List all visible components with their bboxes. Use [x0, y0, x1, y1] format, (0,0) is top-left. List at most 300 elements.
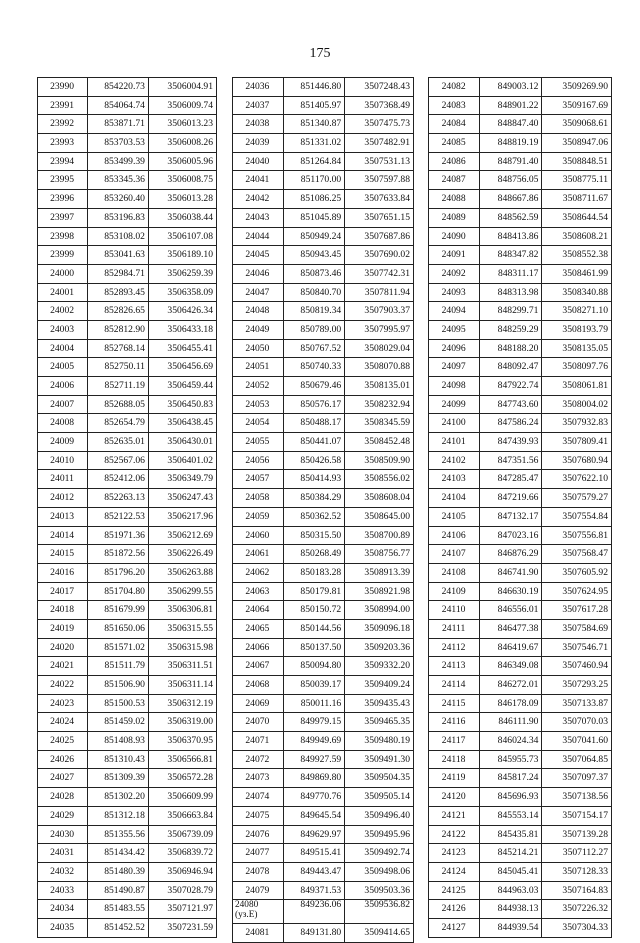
y-coordinate-cell: 3507809.41 — [542, 433, 612, 452]
x-coordinate-cell: 851971.36 — [88, 526, 149, 545]
x-coordinate-cell: 848791.40 — [480, 152, 542, 171]
y-coordinate-cell: 3507138.56 — [542, 788, 612, 807]
x-coordinate-cell: 845696.93 — [480, 788, 542, 807]
y-coordinate-cell: 3506217.96 — [148, 507, 216, 526]
y-coordinate-cell: 3506009.74 — [148, 96, 216, 115]
table-row — [233, 788, 414, 807]
table-row — [38, 918, 217, 937]
table-row — [38, 769, 217, 788]
y-coordinate-cell: 3509536.82 — [345, 900, 414, 924]
point-id-cell: 24012 — [38, 489, 88, 508]
y-coordinate-cell: 3506839.72 — [148, 844, 216, 863]
y-coordinate-cell: 3507231.59 — [148, 918, 216, 937]
y-coordinate-cell: 3507687.86 — [345, 227, 414, 246]
table-row — [38, 881, 217, 900]
y-coordinate-cell: 3506358.09 — [148, 283, 216, 302]
y-coordinate-cell: 3506426.34 — [148, 302, 216, 321]
x-coordinate-cell: 849629.97 — [283, 825, 345, 844]
x-coordinate-cell: 851340.87 — [283, 115, 345, 134]
point-id-cell: 24088 — [429, 190, 480, 209]
table-row — [38, 825, 217, 844]
point-id-cell: 24071 — [233, 732, 284, 751]
x-coordinate-cell: 844963.03 — [480, 881, 542, 900]
point-id-cell: 24006 — [38, 377, 88, 396]
y-coordinate-cell: 3506438.45 — [148, 414, 216, 433]
y-coordinate-cell: 3507112.27 — [542, 844, 612, 863]
table-row — [429, 844, 612, 863]
x-coordinate-cell: 850679.46 — [283, 377, 345, 396]
table-row — [429, 208, 612, 227]
point-id-cell: 24044 — [233, 227, 284, 246]
x-coordinate-cell: 851434.42 — [88, 844, 149, 863]
table-row — [38, 134, 217, 153]
point-id-cell: 24104 — [429, 489, 480, 508]
y-coordinate-cell: 3507128.33 — [542, 862, 612, 881]
point-id-cell: 24010 — [38, 451, 88, 470]
x-coordinate-cell: 847439.93 — [480, 433, 542, 452]
point-id-cell: 24096 — [429, 339, 480, 358]
x-coordinate-cell: 851500.53 — [88, 694, 149, 713]
point-id-cell: 24093 — [429, 283, 480, 302]
x-coordinate-cell: 851264.84 — [283, 152, 345, 171]
x-coordinate-cell: 851045.89 — [283, 208, 345, 227]
point-id-cell: 24058 — [233, 489, 284, 508]
y-coordinate-cell: 3506312.19 — [148, 694, 216, 713]
y-coordinate-cell: 3508994.00 — [345, 601, 414, 620]
y-coordinate-cell: 3506566.81 — [148, 750, 216, 769]
x-coordinate-cell: 846876.29 — [480, 545, 542, 564]
x-coordinate-cell: 844938.13 — [480, 900, 542, 919]
table-row — [429, 507, 612, 526]
y-coordinate-cell: 3509096.18 — [345, 619, 414, 638]
point-id-cell: 24120 — [429, 788, 480, 807]
y-coordinate-cell: 3508135.05 — [542, 339, 612, 358]
x-coordinate-cell: 851704.80 — [88, 582, 149, 601]
table-row — [429, 713, 612, 732]
point-id-cell: 24004 — [38, 339, 88, 358]
point-id-cell: 24098 — [429, 377, 480, 396]
x-coordinate-cell: 850179.81 — [283, 582, 345, 601]
y-coordinate-cell: 3507597.88 — [345, 171, 414, 190]
point-id-cell: 24081 — [233, 924, 284, 943]
table-row — [233, 732, 414, 751]
y-coordinate-cell: 3506247.43 — [148, 489, 216, 508]
x-coordinate-cell: 848562.59 — [480, 208, 542, 227]
y-coordinate-cell: 3506370.95 — [148, 732, 216, 751]
point-id-cell: 24119 — [429, 769, 480, 788]
point-id-cell: 24097 — [429, 358, 480, 377]
table-row — [38, 433, 217, 452]
point-id-cell: 24020 — [38, 638, 88, 657]
point-id-cell: 24026 — [38, 750, 88, 769]
point-id-cell: 24065 — [233, 619, 284, 638]
x-coordinate-cell: 853345.36 — [88, 171, 149, 190]
table-row — [38, 582, 217, 601]
table-row — [429, 489, 612, 508]
point-id-cell: 24090 — [429, 227, 480, 246]
y-coordinate-cell: 3506013.23 — [148, 115, 216, 134]
table-row — [38, 339, 217, 358]
point-id-cell: 24028 — [38, 788, 88, 807]
x-coordinate-cell: 851086.25 — [283, 190, 345, 209]
point-id-cell: 24066 — [233, 638, 284, 657]
point-id-cell: 24029 — [38, 806, 88, 825]
point-id-cell: 24038 — [233, 115, 284, 134]
point-id-cell: 24083 — [429, 96, 480, 115]
x-coordinate-cell: 850789.00 — [283, 320, 345, 339]
y-coordinate-cell: 3509068.61 — [542, 115, 612, 134]
y-coordinate-cell: 3509435.43 — [345, 694, 414, 713]
x-coordinate-cell: 848347.82 — [480, 246, 542, 265]
y-coordinate-cell: 3507226.32 — [542, 900, 612, 919]
point-id-cell: 23991 — [38, 96, 88, 115]
x-coordinate-cell: 851331.02 — [283, 134, 345, 153]
y-coordinate-cell: 3507556.81 — [542, 526, 612, 545]
table-row — [233, 526, 414, 545]
table-row — [38, 96, 217, 115]
y-coordinate-cell: 3508775.11 — [542, 171, 612, 190]
table-row — [38, 451, 217, 470]
y-coordinate-cell: 3508947.06 — [542, 134, 612, 153]
x-coordinate-cell: 850144.56 — [283, 619, 345, 638]
table-row — [429, 601, 612, 620]
x-coordinate-cell: 848092.47 — [480, 358, 542, 377]
x-coordinate-cell: 850315.50 — [283, 526, 345, 545]
table-row — [429, 862, 612, 881]
x-coordinate-cell: 849770.76 — [283, 788, 345, 807]
y-coordinate-cell: 3508004.02 — [542, 395, 612, 414]
point-id-cell: 24002 — [38, 302, 88, 321]
table-row — [38, 377, 217, 396]
y-coordinate-cell: 3507932.83 — [542, 414, 612, 433]
table-row — [429, 171, 612, 190]
point-id-cell: 24094 — [429, 302, 480, 321]
point-id-cell: 24110 — [429, 601, 480, 620]
table-row — [38, 657, 217, 676]
point-id-cell: 24031 — [38, 844, 88, 863]
table-row — [233, 694, 414, 713]
table-row — [233, 358, 414, 377]
y-coordinate-cell: 3507903.37 — [345, 302, 414, 321]
y-coordinate-cell: 3506008.75 — [148, 171, 216, 190]
point-id-cell: 24095 — [429, 320, 480, 339]
y-coordinate-cell: 3508711.67 — [542, 190, 612, 209]
y-coordinate-cell: 3506946.94 — [148, 862, 216, 881]
x-coordinate-cell: 846272.01 — [480, 676, 542, 695]
table-row — [38, 227, 217, 246]
x-coordinate-cell: 846477.38 — [480, 619, 542, 638]
point-id-cell: 24017 — [38, 582, 88, 601]
point-id-cell: 24040 — [233, 152, 284, 171]
table-row — [429, 264, 612, 283]
x-coordinate-cell: 850414.93 — [283, 470, 345, 489]
point-id-cell: 24109 — [429, 582, 480, 601]
table-row — [429, 115, 612, 134]
y-coordinate-cell: 3508921.98 — [345, 582, 414, 601]
table-row — [38, 526, 217, 545]
table-row — [38, 638, 217, 657]
point-id-cell: 24056 — [233, 451, 284, 470]
table-row — [233, 563, 414, 582]
point-id-cell: 24049 — [233, 320, 284, 339]
y-coordinate-cell: 3506306.81 — [148, 601, 216, 620]
table-row — [429, 657, 612, 676]
x-coordinate-cell: 852812.90 — [88, 320, 149, 339]
point-id-cell: 24118 — [429, 750, 480, 769]
y-coordinate-cell: 3506450.83 — [148, 395, 216, 414]
y-coordinate-cell: 3507651.15 — [345, 208, 414, 227]
x-coordinate-cell: 849979.15 — [283, 713, 345, 732]
x-coordinate-cell: 853260.40 — [88, 190, 149, 209]
point-id-cell: 24106 — [429, 526, 480, 545]
point-id-cell: 24048 — [233, 302, 284, 321]
y-coordinate-cell: 3507811.94 — [345, 283, 414, 302]
table-row — [38, 414, 217, 433]
x-coordinate-cell: 850767.52 — [283, 339, 345, 358]
y-coordinate-cell: 3508097.76 — [542, 358, 612, 377]
point-id-cell: 24073 — [233, 769, 284, 788]
x-coordinate-cell: 850488.17 — [283, 414, 345, 433]
y-coordinate-cell: 3508645.00 — [345, 507, 414, 526]
y-coordinate-cell: 3507579.27 — [542, 489, 612, 508]
x-coordinate-cell: 854064.74 — [88, 96, 149, 115]
x-coordinate-cell: 852711.19 — [88, 377, 149, 396]
point-id-cell: 24114 — [429, 676, 480, 695]
y-coordinate-cell: 3508756.77 — [345, 545, 414, 564]
y-coordinate-cell: 3506401.02 — [148, 451, 216, 470]
x-coordinate-cell: 851302.20 — [88, 788, 149, 807]
y-coordinate-cell: 3506299.55 — [148, 582, 216, 601]
table-row — [38, 619, 217, 638]
y-coordinate-cell: 3507617.28 — [542, 601, 612, 620]
y-coordinate-cell: 3509409.24 — [345, 676, 414, 695]
table-row — [38, 246, 217, 265]
table-row — [233, 78, 414, 97]
y-coordinate-cell: 3508452.48 — [345, 433, 414, 452]
table-row — [233, 713, 414, 732]
x-coordinate-cell: 847023.16 — [480, 526, 542, 545]
x-coordinate-cell: 852893.45 — [88, 283, 149, 302]
table-row — [38, 470, 217, 489]
x-coordinate-cell: 850441.07 — [283, 433, 345, 452]
point-id-cell: 23996 — [38, 190, 88, 209]
point-id-cell: 24077 — [233, 844, 284, 863]
point-id-cell: 23999 — [38, 246, 88, 265]
point-id-cell: 24100 — [429, 414, 480, 433]
x-coordinate-cell: 851480.39 — [88, 862, 149, 881]
x-coordinate-cell: 851355.56 — [88, 825, 149, 844]
point-id-cell: 24079 — [233, 881, 284, 900]
point-id-cell: 24032 — [38, 862, 88, 881]
y-coordinate-cell: 3509414.65 — [345, 924, 414, 943]
y-coordinate-cell: 3508552.38 — [542, 246, 612, 265]
point-id-cell: 24003 — [38, 320, 88, 339]
x-coordinate-cell: 851459.02 — [88, 713, 149, 732]
table-row — [233, 96, 414, 115]
x-coordinate-cell: 850943.45 — [283, 246, 345, 265]
table-row — [429, 190, 612, 209]
y-coordinate-cell: 3509167.69 — [542, 96, 612, 115]
y-coordinate-cell: 3509498.06 — [345, 862, 414, 881]
table-row — [233, 433, 414, 452]
x-coordinate-cell: 851506.90 — [88, 676, 149, 695]
y-coordinate-cell: 3506311.51 — [148, 657, 216, 676]
x-coordinate-cell: 849515.41 — [283, 844, 345, 863]
table-row — [429, 395, 612, 414]
x-coordinate-cell: 849927.59 — [283, 750, 345, 769]
point-id-cell: 24015 — [38, 545, 88, 564]
table-row — [233, 769, 414, 788]
table-row — [233, 582, 414, 601]
x-coordinate-cell: 847922.74 — [480, 377, 542, 396]
x-coordinate-cell: 847219.66 — [480, 489, 542, 508]
table-row — [233, 507, 414, 526]
table-row — [38, 152, 217, 171]
x-coordinate-cell: 853108.02 — [88, 227, 149, 246]
point-id-cell: 24057 — [233, 470, 284, 489]
table-row — [429, 638, 612, 657]
y-coordinate-cell: 3507531.13 — [345, 152, 414, 171]
y-coordinate-cell: 3507248.43 — [345, 78, 414, 97]
table-row — [38, 171, 217, 190]
point-id-cell: 24062 — [233, 563, 284, 582]
point-id-cell: 24117 — [429, 732, 480, 751]
table-row — [38, 208, 217, 227]
x-coordinate-cell: 847351.56 — [480, 451, 542, 470]
y-coordinate-cell: 3509505.14 — [345, 788, 414, 807]
y-coordinate-cell: 3507482.91 — [345, 134, 414, 153]
x-coordinate-cell: 847285.47 — [480, 470, 542, 489]
point-id-cell: 24030 — [38, 825, 88, 844]
y-coordinate-cell: 3506189.10 — [148, 246, 216, 265]
point-id-cell: 23992 — [38, 115, 88, 134]
x-coordinate-cell: 846349.08 — [480, 657, 542, 676]
y-coordinate-cell: 3506315.98 — [148, 638, 216, 657]
y-coordinate-cell: 3506005.96 — [148, 152, 216, 171]
x-coordinate-cell: 850840.70 — [283, 283, 345, 302]
y-coordinate-cell: 3507097.37 — [542, 769, 612, 788]
table-row — [429, 918, 612, 937]
table-row — [233, 601, 414, 620]
point-id-cell: 24059 — [233, 507, 284, 526]
point-id-cell: 24068 — [233, 676, 284, 695]
x-coordinate-cell: 848259.29 — [480, 320, 542, 339]
y-coordinate-cell: 3507293.25 — [542, 676, 612, 695]
table-row — [233, 339, 414, 358]
x-coordinate-cell: 849131.80 — [283, 924, 345, 943]
table-row — [429, 377, 612, 396]
x-coordinate-cell: 851312.18 — [88, 806, 149, 825]
y-coordinate-cell: 3507164.83 — [542, 881, 612, 900]
table-row — [429, 900, 612, 919]
y-coordinate-cell: 3506349.79 — [148, 470, 216, 489]
x-coordinate-cell: 852654.79 — [88, 414, 149, 433]
table-row — [233, 862, 414, 881]
table-row — [429, 694, 612, 713]
point-id-cell: 24025 — [38, 732, 88, 751]
y-coordinate-cell: 3506315.55 — [148, 619, 216, 638]
table-row — [38, 264, 217, 283]
point-id-cell: 24041 — [233, 171, 284, 190]
point-id-cell: 24111 — [429, 619, 480, 638]
y-coordinate-cell: 3506456.69 — [148, 358, 216, 377]
y-coordinate-cell: 3506013.28 — [148, 190, 216, 209]
table-row — [233, 264, 414, 283]
x-coordinate-cell: 848413.86 — [480, 227, 542, 246]
coordinates-table-right — [428, 77, 612, 938]
point-id-cell: 24024 — [38, 713, 88, 732]
point-id-cell: 24036 — [233, 78, 284, 97]
table-row — [233, 489, 414, 508]
point-id-cell: 24046 — [233, 264, 284, 283]
point-id-cell: 24008 — [38, 414, 88, 433]
x-coordinate-cell: 848847.40 — [480, 115, 542, 134]
point-id-cell: 24014 — [38, 526, 88, 545]
x-coordinate-cell: 851679.99 — [88, 601, 149, 620]
y-coordinate-cell: 3508340.88 — [542, 283, 612, 302]
point-id-cell: 24042 — [233, 190, 284, 209]
x-coordinate-cell: 852412.06 — [88, 470, 149, 489]
x-coordinate-cell: 846419.67 — [480, 638, 542, 657]
y-coordinate-cell: 3509504.35 — [345, 769, 414, 788]
table-row — [38, 283, 217, 302]
table-row — [233, 657, 414, 676]
point-id-cell: 24033 — [38, 881, 88, 900]
y-coordinate-cell: 3507568.47 — [542, 545, 612, 564]
point-id-cell: 24069 — [233, 694, 284, 713]
point-id-cell: 24000 — [38, 264, 88, 283]
y-coordinate-cell: 3507133.87 — [542, 694, 612, 713]
x-coordinate-cell: 848756.05 — [480, 171, 542, 190]
y-coordinate-cell: 3506038.44 — [148, 208, 216, 227]
table-row — [38, 676, 217, 695]
x-coordinate-cell: 849869.80 — [283, 769, 345, 788]
point-id-cell: 24070 — [233, 713, 284, 732]
table-row — [38, 489, 217, 508]
table-row — [38, 732, 217, 751]
y-coordinate-cell: 3508608.21 — [542, 227, 612, 246]
x-coordinate-cell: 848188.20 — [480, 339, 542, 358]
x-coordinate-cell: 848901.22 — [480, 96, 542, 115]
point-id-cell: 24085 — [429, 134, 480, 153]
x-coordinate-cell: 851170.00 — [283, 171, 345, 190]
table-row — [38, 320, 217, 339]
point-id-cell: 24050 — [233, 339, 284, 358]
x-coordinate-cell: 846630.19 — [480, 582, 542, 601]
x-coordinate-cell: 850150.72 — [283, 601, 345, 620]
x-coordinate-cell: 851310.43 — [88, 750, 149, 769]
x-coordinate-cell: 853041.63 — [88, 246, 149, 265]
x-coordinate-cell: 845435.81 — [480, 825, 542, 844]
point-id-cell: 24063 — [233, 582, 284, 601]
y-coordinate-cell: 3506433.18 — [148, 320, 216, 339]
y-coordinate-cell: 3508608.04 — [345, 489, 414, 508]
table-row — [233, 619, 414, 638]
table-row — [429, 96, 612, 115]
x-coordinate-cell: 849645.54 — [283, 806, 345, 825]
table-row — [429, 339, 612, 358]
point-id-cell: 24045 — [233, 246, 284, 265]
x-coordinate-cell: 845214.21 — [480, 844, 542, 863]
table-row — [233, 377, 414, 396]
y-coordinate-cell: 3507742.31 — [345, 264, 414, 283]
point-id-cell: 24021 — [38, 657, 88, 676]
y-coordinate-cell: 3507622.10 — [542, 470, 612, 489]
table-row — [233, 227, 414, 246]
table-row — [233, 750, 414, 769]
y-coordinate-cell: 3506259.39 — [148, 264, 216, 283]
point-id-cell: 23997 — [38, 208, 88, 227]
